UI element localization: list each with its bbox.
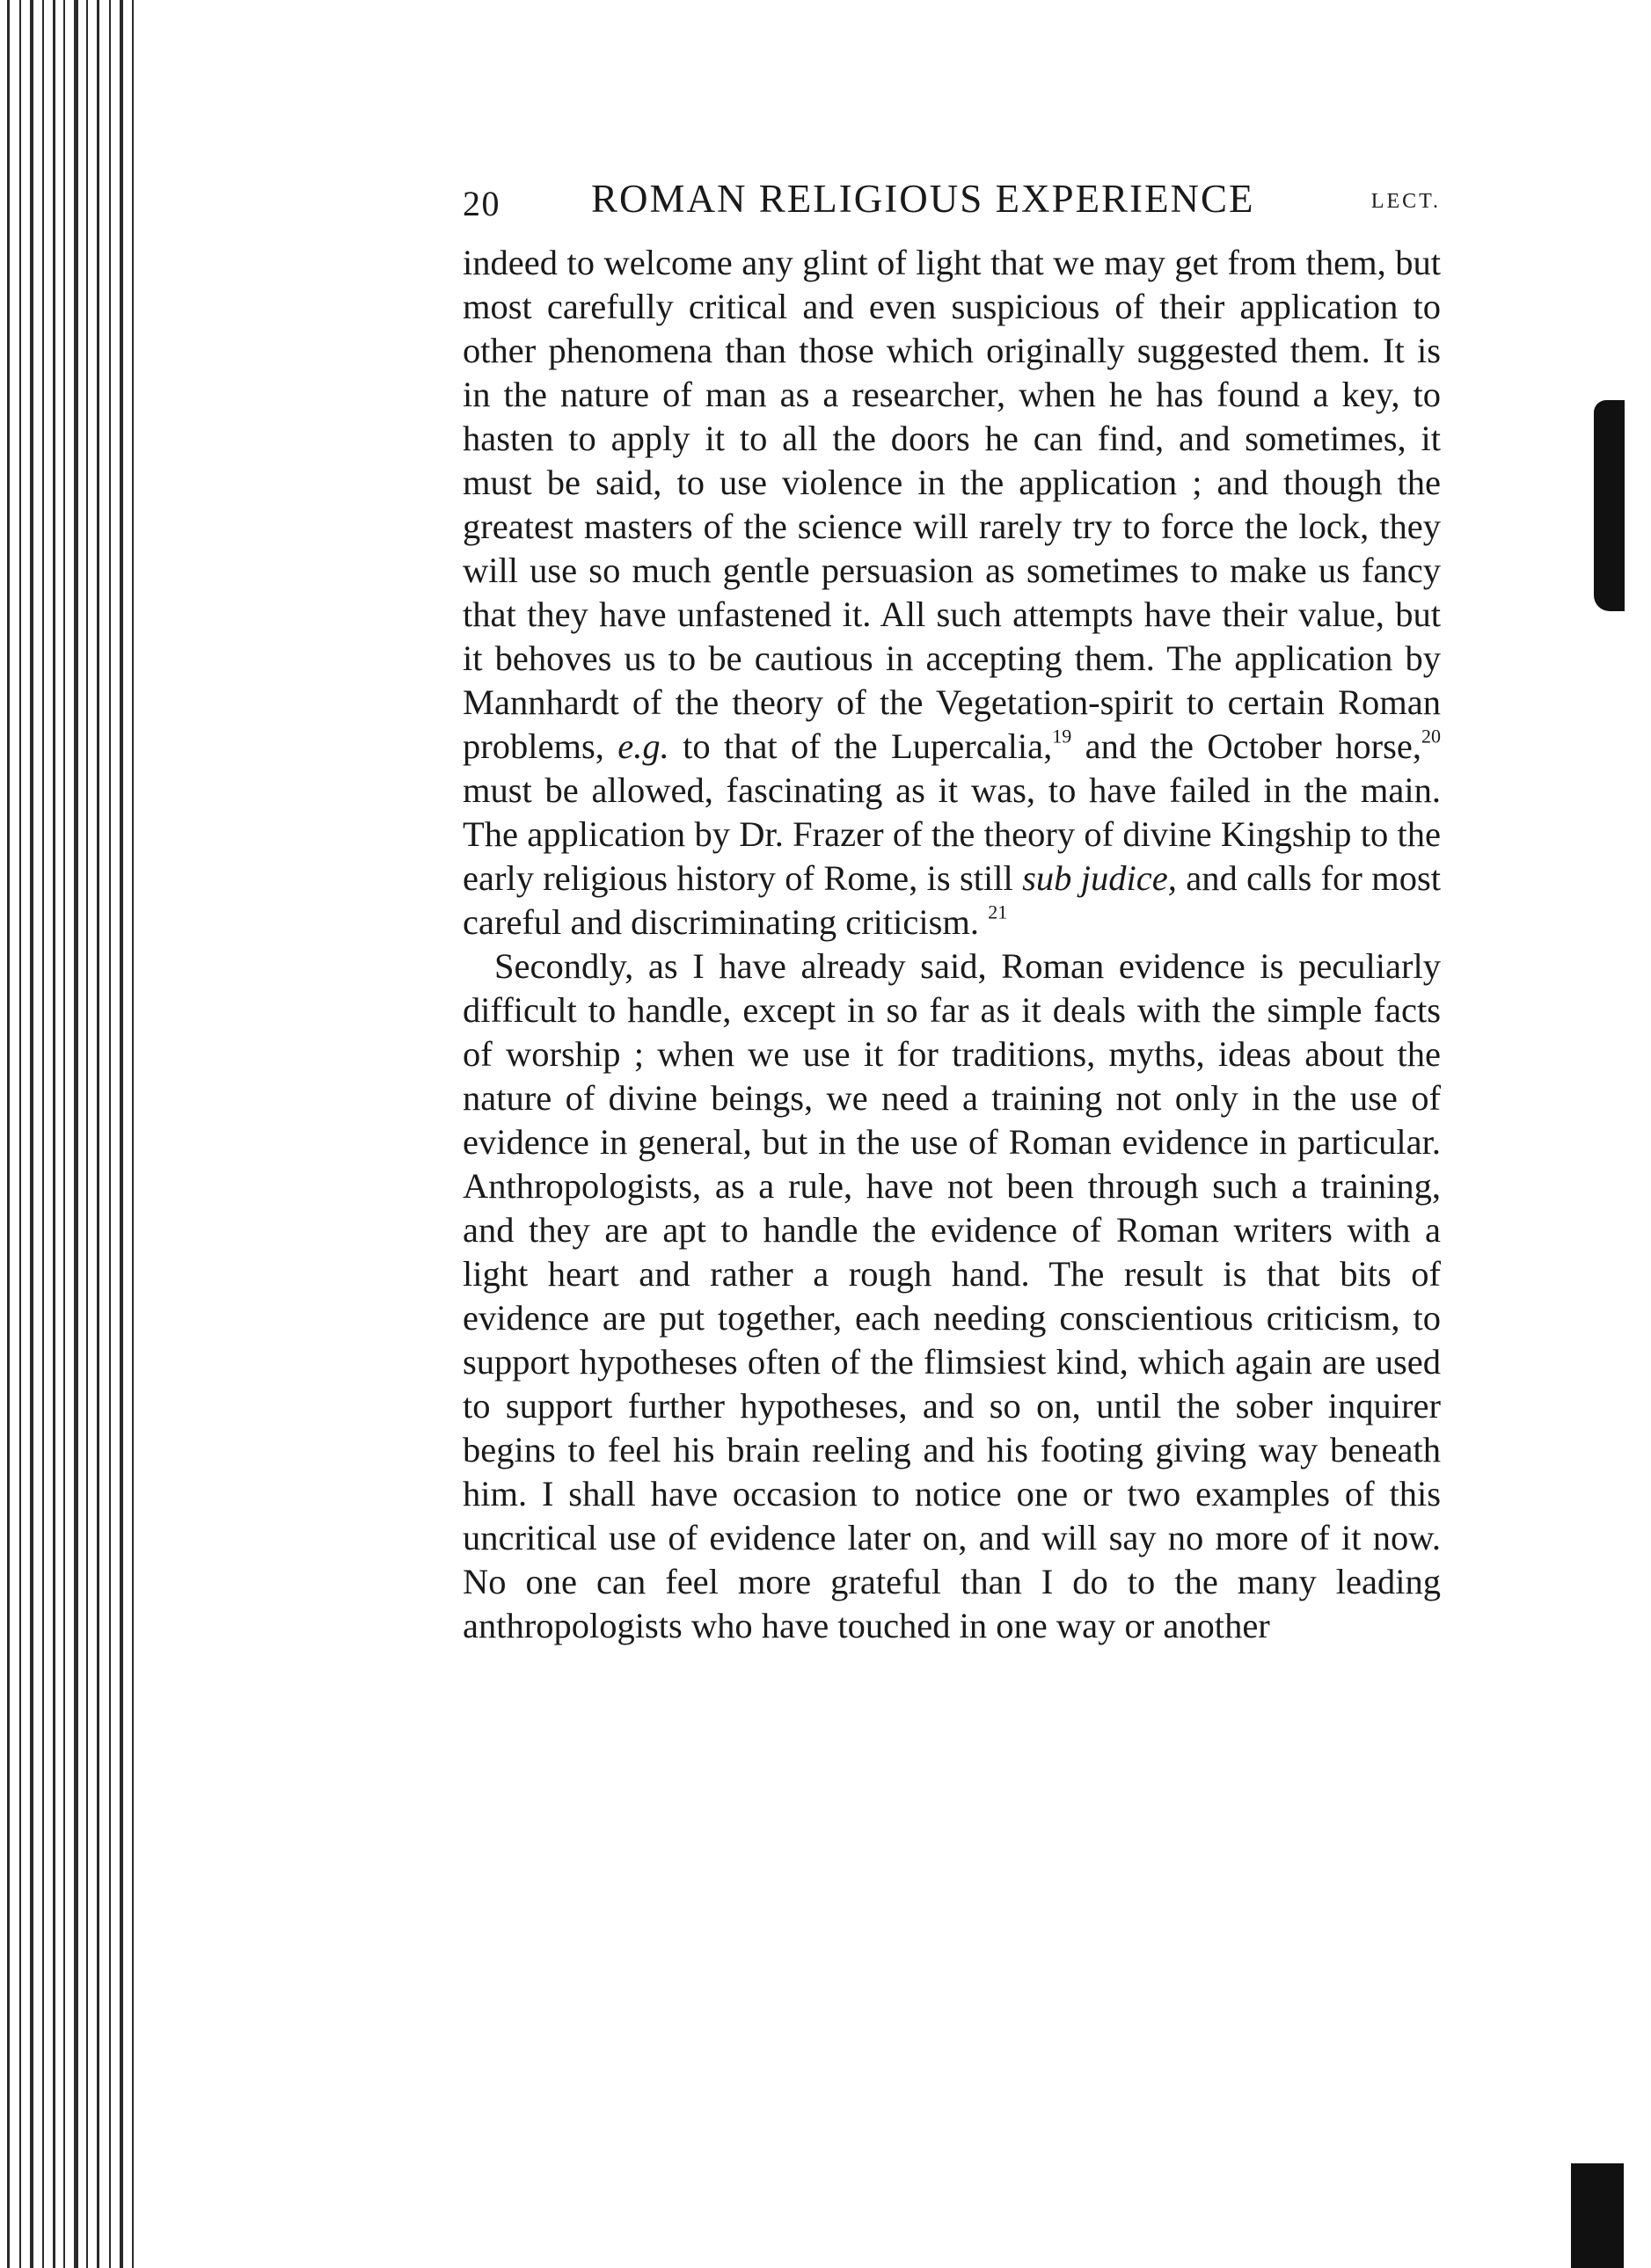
page-number: 20 bbox=[463, 184, 500, 223]
eg-abbreviation: e.g. bbox=[617, 726, 669, 766]
footnote-ref-21: 21 bbox=[988, 901, 1008, 923]
section-label: LECT. bbox=[1370, 190, 1441, 213]
paragraph-1-part-5: and calls for most careful and discriminating criticism. bbox=[463, 858, 1442, 942]
body-text bbox=[463, 241, 1441, 1648]
book-page bbox=[463, 176, 1441, 1648]
footnote-ref-20: 20 bbox=[1421, 725, 1441, 747]
running-head bbox=[463, 176, 1441, 237]
right-edge-mark-top bbox=[1594, 400, 1625, 611]
paragraph-1-part-2: to that of the Lupercalia, bbox=[668, 726, 1053, 766]
sub-judice-phrase: sub judice, bbox=[1022, 858, 1177, 898]
footnote-ref-19: 19 bbox=[1052, 725, 1072, 747]
paragraph-1-part-4: must be allowed, fascinating as it was, to have failed in the main. The application by Dr. Frazer of the theory of divine Kingship to the early religious history of Rome, is still bbox=[463, 770, 1441, 898]
paragraph-1-part-3: and the October horse, bbox=[1071, 726, 1421, 766]
paragraph-2: Secondly, as I have already said, Roman evidence is peculiarly difficult to handle, except in so far as it deals with the simple facts of worship ; when we use it for traditions, myths, ideas about the nature of divine beings, we need a training not only in the use of evidence in general, but in the use of Roman evidence in particular. Anthropologists, as a rule, have not been through such a training, and they are apt to handle the evidence of Roman writers with a light heart and rather a rough hand. The result is that bits of evidence are put together, each needing conscientious criticism, to support hypotheses often of the flimsiest kind, which again are used to support further hypotheses, and so on, until the sober inquirer begins to feel his brain reeling and his footing giving way beneath him. I shall have occasion to notice one or two examples of this uncritical use of evidence later on, and will say no more of it now. No one can feel more grateful than I do to the many leading anthropologists who have touched in one way or another bbox=[463, 946, 1441, 1645]
paragraph-1-part-1: indeed to welcome any glint of light that we may get from them, but most carefully critical and even suspicious of their application to other phenomena than those which originally suggested them. It is in the nature of man as a researcher, when he has found a key, to hasten to apply it to all the doors he can find, and sometimes, it must be said, to use violence in the application ; and though the greatest masters of the science will rarely try to force the lock, they will use so much gentle persuasion as sometimes to make us fancy that they have unfastened it. All such attempts have their value, but it behoves us to be cautious in accepting them. The application by Mannhardt of the theory of the Vegetation-spirit to certain Roman problems, bbox=[463, 243, 1441, 766]
paragraph-1 bbox=[463, 241, 1441, 944]
book-binding-edge bbox=[0, 0, 141, 2268]
right-edge-mark-bottom bbox=[1571, 2163, 1624, 2268]
running-title: ROMAN RELIGIOUS EXPERIENCE bbox=[591, 177, 1255, 221]
